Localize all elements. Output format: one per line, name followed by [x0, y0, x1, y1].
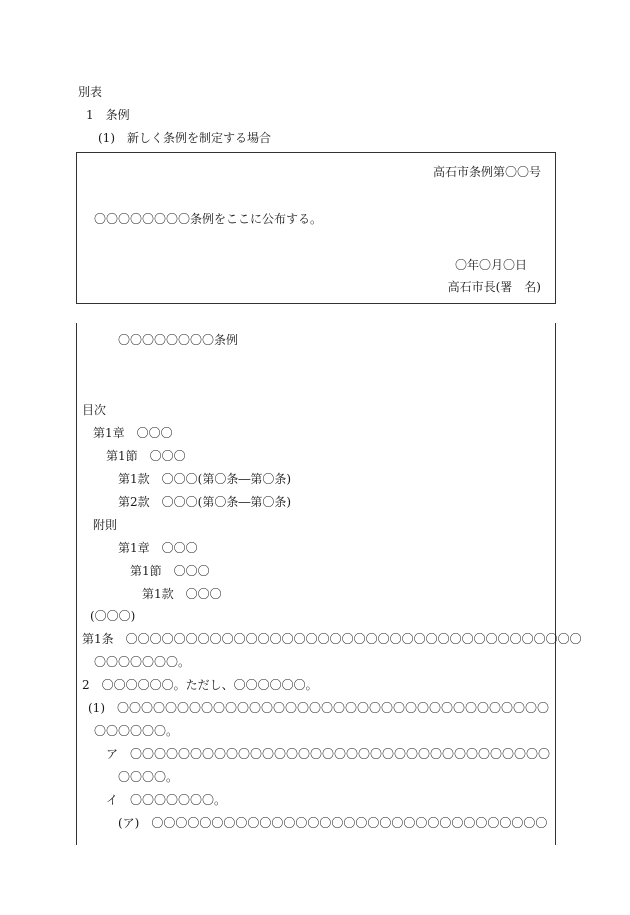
toc-supplementary: 附則 [93, 518, 118, 532]
body-frame-right [555, 323, 556, 845]
supplementary-section: 第1節 〇〇〇 [130, 564, 210, 578]
beppyo-label: 別表 [78, 85, 103, 99]
supplementary-chapter: 第1章 〇〇〇 [118, 541, 198, 555]
toc-chapter: 第1章 〇〇〇 [93, 426, 173, 440]
toc-section: 第1節 〇〇〇 [106, 449, 186, 463]
body-frame-left [76, 323, 77, 845]
section-heading: 1 条例 [86, 108, 130, 122]
subitem-i: イ 〇〇〇〇〇〇〇。 [106, 793, 227, 807]
paragraph-2: 2 〇〇〇〇〇〇。ただし、〇〇〇〇〇〇。 [82, 678, 318, 692]
ordinance-title: 〇〇〇〇〇〇〇〇条例 [118, 333, 239, 347]
article-1-line-1: 第1条 〇〇〇〇〇〇〇〇〇〇〇〇〇〇〇〇〇〇〇〇〇〇〇〇〇〇〇〇〇〇〇〇〇〇〇〇〇〇 [82, 632, 582, 646]
toc-subsection-1: 第1款 〇〇〇(第〇条―第〇条) [118, 472, 291, 486]
toc-heading: 目次 [82, 403, 107, 417]
promulgation-box [76, 152, 556, 304]
item-1-line-1: (1) 〇〇〇〇〇〇〇〇〇〇〇〇〇〇〇〇〇〇〇〇〇〇〇〇〇〇〇〇〇〇〇〇〇〇〇〇 [88, 701, 550, 715]
toc-subsection-2: 第2款 〇〇〇(第〇条―第〇条) [118, 495, 291, 509]
promulgation-date: 〇年〇月〇日 [454, 258, 527, 272]
mayor-signature: 高石市長(署 名) [447, 280, 541, 294]
subitem-a-line-2: 〇〇〇〇。 [118, 770, 179, 784]
promulgation-statement: 〇〇〇〇〇〇〇〇条例をここに公布する。 [94, 212, 323, 226]
item-1-line-2: 〇〇〇〇〇〇。 [94, 724, 179, 738]
article-caption: (〇〇〇) [90, 609, 136, 623]
article-1-line-2: 〇〇〇〇〇〇〇。 [94, 655, 191, 669]
supplementary-subsection: 第1款 〇〇〇 [142, 587, 222, 601]
subitem-a-line-1: ア 〇〇〇〇〇〇〇〇〇〇〇〇〇〇〇〇〇〇〇〇〇〇〇〇〇〇〇〇〇〇〇〇〇〇〇 [106, 747, 551, 761]
subitem-a-paren: (ア) 〇〇〇〇〇〇〇〇〇〇〇〇〇〇〇〇〇〇〇〇〇〇〇〇〇〇〇〇〇〇〇〇〇 [118, 816, 548, 830]
ordinance-number: 高石市条例第〇〇号 [432, 165, 541, 179]
subsection-heading: (1) 新しく条例を制定する場合 [98, 131, 271, 145]
